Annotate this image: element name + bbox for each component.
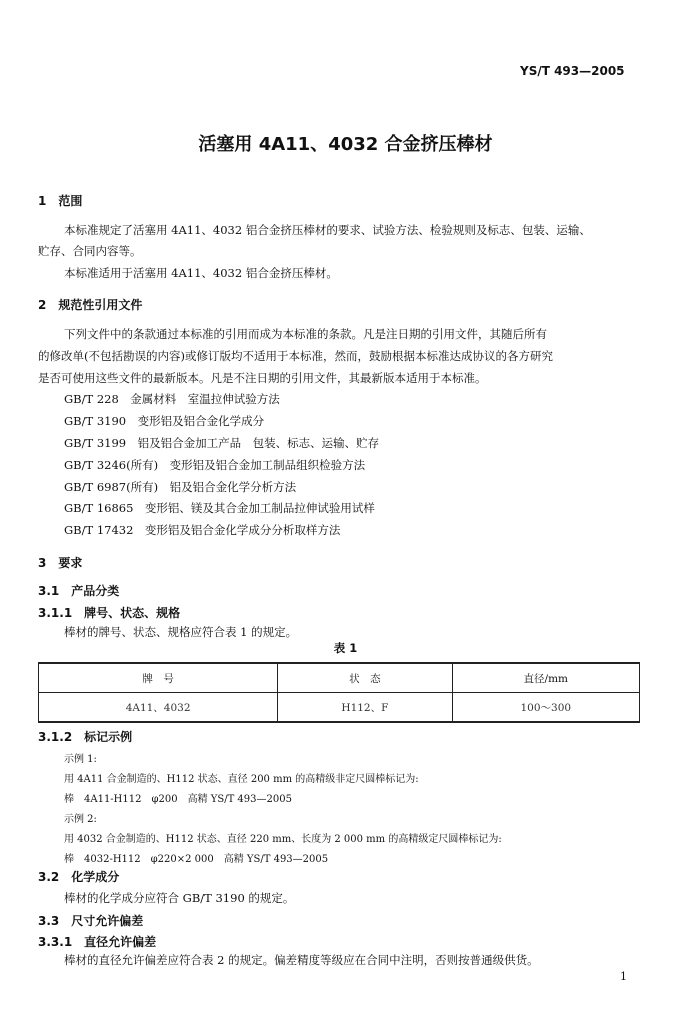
standard-code: YS/T 493—2005 bbox=[520, 64, 625, 78]
table-row bbox=[39, 693, 640, 723]
example-2-label: 示例 2: bbox=[64, 814, 97, 825]
reference-item: GB/T 3190 变形铝及铝合金化学成分 bbox=[64, 414, 265, 428]
section-3-1-2-heading: 3.1.2 标记示例 bbox=[38, 730, 133, 744]
table-cell: H112、F bbox=[278, 693, 452, 723]
section-3-3-1-heading: 3.3.1 直径允许偏差 bbox=[38, 935, 157, 949]
table-header-cell: 直径/mm bbox=[452, 663, 639, 693]
reference-item: GB/T 228 金属材料 室温拉伸试验方法 bbox=[64, 392, 280, 406]
section-1-heading: 1 范围 bbox=[38, 194, 83, 208]
section-2-para-line2: 的修改单(不包括勘误的内容)或修订版均不适用于本标准，然而，鼓励根据本标准达成协议的各方研究 bbox=[38, 349, 553, 363]
table-cell: 100～300 bbox=[452, 693, 639, 723]
example-1-text: 用 4A11 合金制造的、H112 状态、直径 200 mm 的高精级非定尺圆棒标记为: bbox=[64, 774, 419, 785]
table-1-caption: 表 1 bbox=[333, 641, 358, 655]
section-3-heading: 3 要求 bbox=[38, 556, 83, 570]
table-1 bbox=[38, 662, 640, 723]
section-3-2-heading: 3.2 化学成分 bbox=[38, 870, 120, 884]
reference-item: GB/T 3199 铝及铝合金加工产品 包装、标志、运输、贮存 bbox=[64, 436, 380, 450]
section-2-para-line1: 下列文件中的条款通过本标准的引用而成为本标准的条款。凡是注日期的引用文件，其随后所有 bbox=[64, 327, 547, 341]
section-2-heading: 2 规范性引用文件 bbox=[38, 298, 143, 312]
reference-item: GB/T 6987(所有) 铝及铝合金化学分析方法 bbox=[64, 480, 297, 494]
example-2-text: 用 4032 合金制造的、H112 状态、直径 220 mm、长度为 2 000 mm 的高精级定尺圆棒标记为: bbox=[64, 834, 502, 845]
table-header-cell: 牌 号 bbox=[39, 663, 278, 693]
reference-item: GB/T 17432 变形铝及铝合金化学成分分析取样方法 bbox=[64, 523, 341, 537]
page-title: 活塞用 4A11、4032 合金挤压棒材 bbox=[198, 134, 493, 155]
section-3-1-1-text: 棒材的牌号、状态、规格应符合表 1 的规定。 bbox=[64, 625, 298, 639]
section-1-para1-line1: 本标准规定了活塞用 4A11、4032 铝合金挤压棒材的要求、试验方法、检验规则及标志、包装、运输、 bbox=[64, 223, 591, 237]
section-2-para-line3: 是否可使用这些文件的最新版本。凡是不注日期的引用文件，其最新版本适用于本标准。 bbox=[38, 371, 487, 385]
table-header-cell: 状 态 bbox=[278, 663, 452, 693]
section-3-1-heading: 3.1 产品分类 bbox=[38, 584, 120, 598]
reference-item: GB/T 3246(所有) 变形铝及铝合金加工制品组织检验方法 bbox=[64, 458, 366, 472]
page-number: 1 bbox=[620, 970, 627, 983]
table-header-row bbox=[39, 663, 640, 693]
example-1-mark: 棒 4A11-H112 φ200 高精 YS/T 493—2005 bbox=[64, 794, 292, 805]
table-cell: 4A11、4032 bbox=[39, 693, 278, 723]
section-1-para1-line2: 贮存、合同内容等。 bbox=[38, 244, 142, 258]
example-1-label: 示例 1: bbox=[64, 754, 97, 765]
reference-item: GB/T 16865 变形铝、镁及其合金加工制品拉伸试验用试样 bbox=[64, 501, 375, 515]
section-3-1-1-heading: 3.1.1 牌号、状态、规格 bbox=[38, 606, 181, 620]
section-3-3-1-text: 棒材的直径允许偏差应符合表 2 的规定。偏差精度等级应在合同中注明，否则按普通级供货。 bbox=[64, 953, 539, 967]
section-1-para2: 本标准适用于活塞用 4A11、4032 铝合金挤压棒材。 bbox=[64, 266, 338, 280]
section-3-3-heading: 3.3 尺寸允许偏差 bbox=[38, 914, 144, 928]
section-3-2-text: 棒材的化学成分应符合 GB/T 3190 的规定。 bbox=[64, 891, 295, 905]
example-2-mark: 棒 4032-H112 φ220×2 000 高精 YS/T 493—2005 bbox=[64, 854, 329, 865]
